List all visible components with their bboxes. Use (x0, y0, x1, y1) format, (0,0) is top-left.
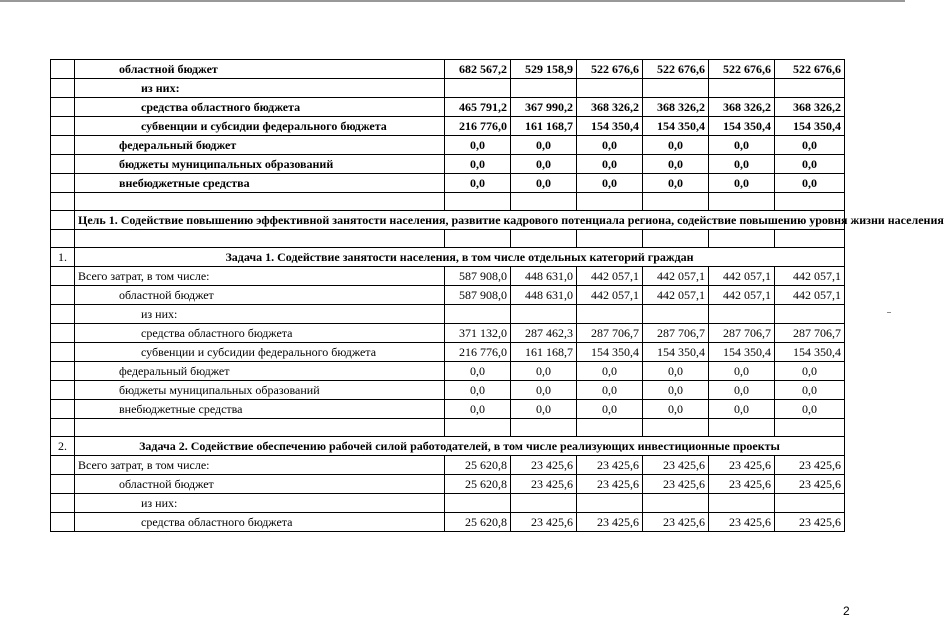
row-label: областной бюджет (75, 475, 445, 494)
index-cell (51, 362, 75, 381)
value-cell: 161 168,7 (511, 117, 577, 136)
value-cell: 442 057,1 (709, 267, 775, 286)
value-cell: 161 168,7 (511, 343, 577, 362)
table-row (51, 117, 845, 136)
value-cell: 0,0 (643, 381, 709, 400)
row-label: субвенции и субсидии федерального бюджета (75, 117, 445, 136)
value-cell (643, 79, 709, 98)
table-row (51, 362, 845, 381)
index-cell (51, 117, 75, 136)
row-label: бюджеты муниципальных образований (75, 155, 445, 174)
task-heading: Задача 2. Содействие обеспечению рабочей силой работодателей, в том числе реализующих инвестиционные проекты (75, 437, 845, 456)
value-cell: 587 908,0 (445, 286, 511, 305)
row-label: областной бюджет (75, 286, 445, 305)
value-cell: 0,0 (511, 362, 577, 381)
index-cell (51, 343, 75, 362)
value-cell: 154 350,4 (775, 117, 845, 136)
table-row (51, 513, 845, 532)
value-cell: 0,0 (775, 174, 845, 193)
value-cell: 442 057,1 (775, 286, 845, 305)
value-cell: 442 057,1 (577, 286, 643, 305)
value-cell: 154 350,4 (709, 343, 775, 362)
value-cell: 0,0 (511, 174, 577, 193)
page-number: 2 (843, 604, 850, 618)
value-cell: 23 425,6 (511, 456, 577, 475)
value-cell: 0,0 (577, 155, 643, 174)
value-cell: 587 908,0 (445, 267, 511, 286)
value-cell: 371 132,0 (445, 324, 511, 343)
value-cell: 522 676,6 (643, 60, 709, 79)
row-label: из них: (75, 79, 445, 98)
index-cell (51, 400, 75, 419)
value-cell: 287 706,7 (577, 324, 643, 343)
value-cell: 448 631,0 (511, 267, 577, 286)
value-cell: 25 620,8 (445, 475, 511, 494)
value-cell (445, 494, 511, 513)
value-cell (511, 494, 577, 513)
value-cell: 0,0 (643, 362, 709, 381)
value-cell: 0,0 (511, 381, 577, 400)
value-cell: 0,0 (709, 155, 775, 174)
value-cell: 522 676,6 (577, 60, 643, 79)
value-cell: 0,0 (577, 362, 643, 381)
value-cell: 25 620,8 (445, 456, 511, 475)
value-cell: 0,0 (775, 155, 845, 174)
value-cell: 0,0 (709, 381, 775, 400)
value-cell: 442 057,1 (577, 267, 643, 286)
value-cell: 23 425,6 (643, 475, 709, 494)
table-row (51, 79, 845, 98)
row-label: федеральный бюджет (75, 136, 445, 155)
index-cell (51, 267, 75, 286)
table-row (51, 155, 845, 174)
index-cell (51, 211, 75, 230)
value-cell: 23 425,6 (709, 513, 775, 532)
value-cell: 465 791,2 (445, 98, 511, 117)
value-cell: 0,0 (643, 174, 709, 193)
value-cell: 23 425,6 (643, 513, 709, 532)
table-row (51, 456, 845, 475)
value-cell: 0,0 (511, 400, 577, 419)
index-cell (51, 513, 75, 532)
value-cell: 448 631,0 (511, 286, 577, 305)
value-cell: 368 326,2 (709, 98, 775, 117)
value-cell: 0,0 (775, 136, 845, 155)
row-label: средства областного бюджета (75, 513, 445, 532)
task-row (51, 437, 845, 456)
index-cell (51, 136, 75, 155)
row-label: из них: (75, 305, 445, 324)
row-label: средства областного бюджета (75, 324, 445, 343)
table-row (51, 60, 845, 79)
index-cell (51, 174, 75, 193)
row-label: субвенции и субсидии федерального бюджета (75, 343, 445, 362)
value-cell: 0,0 (775, 400, 845, 419)
value-cell: 368 326,2 (775, 98, 845, 117)
task-number: 1. (51, 248, 75, 267)
value-cell: 522 676,6 (709, 60, 775, 79)
index-cell (51, 286, 75, 305)
index-cell (51, 98, 75, 117)
value-cell: 23 425,6 (709, 475, 775, 494)
table-row (51, 475, 845, 494)
task-row (51, 248, 845, 267)
value-cell: 0,0 (577, 174, 643, 193)
value-cell: 0,0 (643, 155, 709, 174)
value-cell (511, 79, 577, 98)
value-cell (577, 305, 643, 324)
value-cell (709, 79, 775, 98)
table-row (51, 381, 845, 400)
value-cell: 0,0 (445, 362, 511, 381)
value-cell: 0,0 (445, 174, 511, 193)
index-cell (51, 494, 75, 513)
value-cell: 0,0 (643, 400, 709, 419)
value-cell: 0,0 (445, 155, 511, 174)
index-cell (51, 475, 75, 494)
row-label: Всего затрат, в том числе: (75, 267, 445, 286)
value-cell: 0,0 (577, 381, 643, 400)
value-cell: 23 425,6 (643, 456, 709, 475)
value-cell: 0,0 (775, 381, 845, 400)
value-cell: 0,0 (445, 381, 511, 400)
value-cell: 0,0 (775, 362, 845, 381)
value-cell: 154 350,4 (643, 117, 709, 136)
value-cell: 682 567,2 (445, 60, 511, 79)
value-cell (511, 305, 577, 324)
value-cell: 23 425,6 (775, 456, 845, 475)
value-cell: 287 706,7 (709, 324, 775, 343)
table-row (51, 286, 845, 305)
goal-row (51, 211, 845, 230)
value-cell: 0,0 (577, 136, 643, 155)
value-cell (709, 494, 775, 513)
value-cell: 25 620,8 (445, 513, 511, 532)
value-cell: 287 706,7 (643, 324, 709, 343)
value-cell: 368 326,2 (577, 98, 643, 117)
value-cell: 0,0 (709, 174, 775, 193)
empty-row (51, 230, 845, 248)
value-cell: 0,0 (709, 362, 775, 381)
goal-heading: Цель 1. Содействие повышению эффективной занятости населения, развитие кадрового потенциала региона, содействие повышению уровня жизни населения (75, 211, 845, 230)
task-number: 2. (51, 437, 75, 456)
value-cell: 23 425,6 (775, 475, 845, 494)
value-cell: 154 350,4 (577, 117, 643, 136)
value-cell (643, 494, 709, 513)
value-cell: 0,0 (709, 136, 775, 155)
scan-top-edge (0, 0, 905, 2)
index-cell (51, 381, 75, 400)
value-cell: 23 425,6 (577, 475, 643, 494)
value-cell: 522 676,6 (775, 60, 845, 79)
value-cell (643, 305, 709, 324)
task-heading: Задача 1. Содействие занятости населения, в том числе отдельных категорий граждан (75, 248, 845, 267)
table-row (51, 267, 845, 286)
row-label: из них: (75, 494, 445, 513)
row-label: внебюджетные средства (75, 400, 445, 419)
value-cell: 216 776,0 (445, 117, 511, 136)
value-cell (775, 305, 845, 324)
value-cell: 154 350,4 (643, 343, 709, 362)
row-label: внебюджетные средства (75, 174, 445, 193)
value-cell (775, 79, 845, 98)
value-cell: 0,0 (445, 400, 511, 419)
value-cell: 287 706,7 (775, 324, 845, 343)
value-cell: 442 057,1 (775, 267, 845, 286)
value-cell: 368 326,2 (643, 98, 709, 117)
value-cell (445, 79, 511, 98)
value-cell: 0,0 (445, 136, 511, 155)
value-cell: 0,0 (643, 136, 709, 155)
value-cell: 442 057,1 (643, 286, 709, 305)
value-cell: 529 158,9 (511, 60, 577, 79)
value-cell: 154 350,4 (775, 343, 845, 362)
value-cell: 0,0 (511, 155, 577, 174)
value-cell (775, 494, 845, 513)
index-cell (51, 324, 75, 343)
row-label: Всего затрат, в том числе: (75, 456, 445, 475)
budget-table (50, 59, 944, 532)
value-cell: 23 425,6 (511, 475, 577, 494)
value-cell: 23 425,6 (577, 456, 643, 475)
index-cell (51, 155, 75, 174)
value-cell: 23 425,6 (577, 513, 643, 532)
value-cell: 0,0 (577, 400, 643, 419)
value-cell: 367 990,2 (511, 98, 577, 117)
table-row (51, 494, 845, 513)
value-cell: 154 350,4 (709, 117, 775, 136)
value-cell: 23 425,6 (511, 513, 577, 532)
value-cell (445, 305, 511, 324)
index-cell (51, 60, 75, 79)
table-row (51, 343, 845, 362)
empty-row (51, 193, 845, 211)
index-cell (51, 305, 75, 324)
value-cell: 287 462,3 (511, 324, 577, 343)
value-cell: 0,0 (709, 400, 775, 419)
row-label: областной бюджет (75, 60, 445, 79)
table-row (51, 305, 845, 324)
value-cell: 442 057,1 (709, 286, 775, 305)
value-cell: 442 057,1 (643, 267, 709, 286)
value-cell (577, 79, 643, 98)
table-row (51, 174, 845, 193)
table-row (51, 400, 845, 419)
value-cell: 0,0 (511, 136, 577, 155)
empty-row (51, 419, 845, 437)
table-row (51, 136, 845, 155)
row-label: бюджеты муниципальных образований (75, 381, 445, 400)
value-cell (577, 494, 643, 513)
value-cell: 23 425,6 (709, 456, 775, 475)
value-cell: 154 350,4 (577, 343, 643, 362)
table-row (51, 324, 845, 343)
scan-mark (887, 312, 891, 313)
row-label: федеральный бюджет (75, 362, 445, 381)
index-cell (51, 79, 75, 98)
value-cell (709, 305, 775, 324)
index-cell (51, 456, 75, 475)
value-cell: 216 776,0 (445, 343, 511, 362)
row-label: средства областного бюджета (75, 98, 445, 117)
table-row (51, 98, 845, 117)
value-cell: 23 425,6 (775, 513, 845, 532)
